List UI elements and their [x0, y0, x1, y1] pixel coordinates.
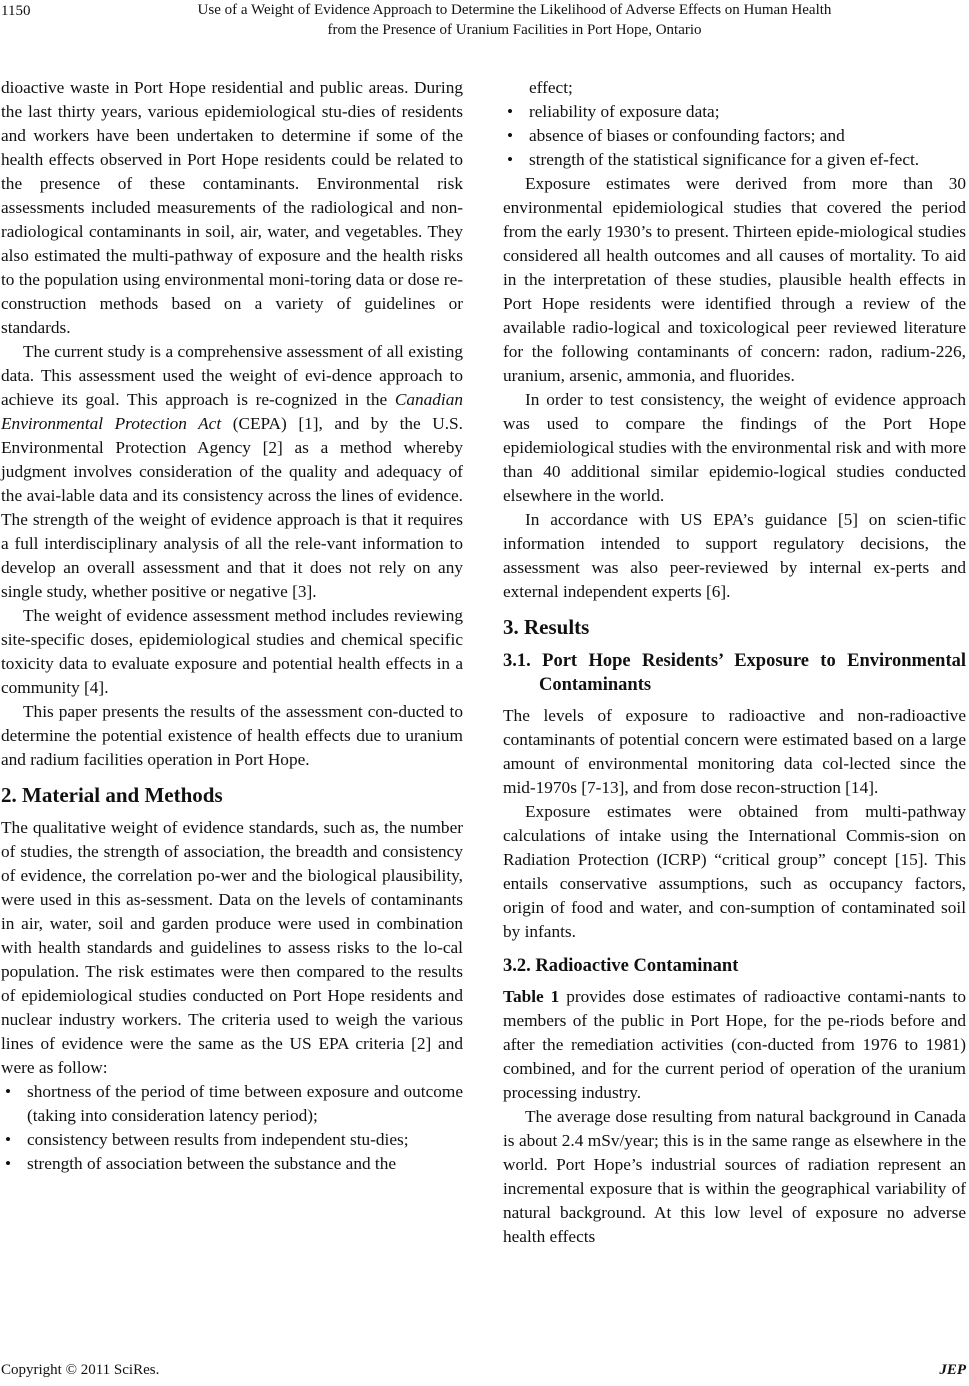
bullet-icon: • — [5, 1082, 12, 1101]
bullet-icon: • — [507, 126, 514, 145]
list-item — [503, 148, 966, 172]
text-run: provides dose estimates of radioactive contami-nants to members of the public in Port Hope, for the pe-riods before and after the remediation activities (con-ducted from 1976 to 1981) combined, and for the current period of operation of the uranium processing industry. — [503, 987, 966, 1102]
act-title: Canadian Environmental Protection Act — [1, 390, 463, 433]
criteria-list — [1, 1080, 463, 1176]
left-column — [1, 76, 463, 1176]
running-title-line-1: Use of a Weight of Evidence Approach to Determine the Likelihood of Adverse Effects on Human Health — [197, 2, 832, 18]
paragraph — [1, 340, 463, 604]
page-header — [0, 0, 969, 46]
subsection-heading: 3.1. Port Hope Residents’ Exposure to Environmental Contaminants — [503, 651, 966, 695]
paragraph: The weight of evidence assessment method includes reviewing site-specific doses, epidemiological studies and chemical specific toxicity data to evaluate exposure and potential health effects in a community [4]. — [1, 606, 463, 697]
list-item-text: reliability of exposure data; — [529, 102, 720, 121]
bullet-icon: • — [507, 150, 514, 169]
running-title-line-2: from the Presence of Uranium Facilities in Port Hope, Ontario — [327, 22, 702, 38]
section-heading: 2. Material and Methods — [1, 783, 223, 807]
list-item-text: absence of biases or confounding factors; and — [529, 126, 845, 145]
paragraph: In accordance with US EPA’s guidance [5] on scien-tific information intended to support regulatory decisions, the assessment was also peer-reviewed by internal ex-perts and external independent experts [6]. — [503, 510, 966, 601]
paragraph: dioactive waste in Port Hope residential and public areas. During the last thirty years, various epidemiological stu-dies of residents and workers have been undertaken to determine if some of the health effects observed in Port Hope residents could be related to the presence of these contaminants. Environmental risk assessments included measurements of the radiological and non-radiological contaminants in soil, air, water, and vegetables. They also estimated the multi-pathway of exposure and the health risks to the population using environmental moni-toring data or dose re-construction methods based on a variety of guidelines or standards. — [1, 78, 463, 337]
list-item — [1, 1080, 463, 1128]
list-item — [1, 1152, 463, 1176]
text-run: The current study is a comprehensive assessment of all existing data. This assessment used the weight of evi-dence approach to achieve its goal. This approach is re-cognized in the — [1, 342, 463, 409]
bullet-icon: • — [507, 102, 514, 121]
list-item — [503, 124, 966, 148]
paragraph — [503, 985, 966, 1105]
list-item-text: strength of association between the substance and the — [27, 1154, 397, 1173]
subsection-heading: 3.2. Radioactive Contaminant — [503, 956, 739, 976]
paragraph: The qualitative weight of evidence standards, such as, the number of studies, the strength of association, the breadth and consistency of evidence, the correlation po-wer and the biological plausibility, were used in this as-sessment. Data on the levels of contaminants in air, water, soil and garden produce were used in combination with health standards and guidelines to assess risks to the lo-cal population. The risk estimates were then compared to the results of epidemiological studies conducted on Port Hope residents and nuclear industry workers. The criteria used to weigh the various lines of evidence were the same as the US EPA criteria [2] and were as follow: — [1, 818, 463, 1077]
criteria-list-continued — [503, 100, 966, 172]
list-item-continuation: effect; — [529, 78, 573, 97]
text-run: (CEPA) [1], and by the U.S. Environmental Protection Agency [2] as a method whereby judgment involves consideration of the quality and adequacy of the avai-lable data and its consistency across the lines of evidence. The strength of the weight of evidence approach is that it requires a full interdisciplinary analysis of all the rele-vant information to develop an overall assessment and that it does not rely on any single study, whether positive or negative [3]. — [1, 414, 463, 601]
paragraph: In order to test consistency, the weight of evidence approach was used to compare the findings of the Port Hope epidemiological studies with the environmental risk and with more than 40 additional similar epidemio-logical studies conducted elsewhere in the world. — [503, 390, 966, 505]
table-reference: Table 1 — [503, 987, 560, 1006]
list-item-text: consistency between results from independent stu-dies; — [27, 1130, 409, 1149]
paragraph: Exposure estimates were derived from more than 30 environmental epidemiological studies that covered the period from the early 1930’s to present. Thirteen epide-miological studies considered all health outcomes and all causes of mortality. To aid in the interpretation of these studies, plausible health effects in Port Hope residents were identified through a review of the available radio-logical and toxicological peer reviewed literature for the following contaminants of concern: radon, radium-226, uranium, arsenic, ammonia, and fluorides. — [503, 174, 966, 385]
section-heading: 3. Results — [503, 615, 590, 639]
running-title — [60, 0, 969, 40]
paragraph: This paper presents the results of the assessment con-ducted to determine the potential existence of health effects due to uranium and radium facilities operation in Port Hope. — [1, 702, 463, 769]
bullet-icon: • — [5, 1154, 12, 1173]
list-item-text: shortness of the period of time between exposure and outcome (taking into consideration latency period); — [27, 1082, 463, 1125]
paragraph: Exposure estimates were obtained from multi-pathway calculations of intake using the International Commis-sion on Radiation Protection (ICRP) “critical group” concept [15]. This entails conservative assumptions, such as occupancy factors, origin of food and water, and con-sumption of contaminated soil by infants. — [503, 802, 966, 941]
copyright: Copyright © 2011 SciRes. — [1, 1362, 160, 1378]
right-column — [503, 76, 966, 1249]
paragraph: The levels of exposure to radioactive and non-radioactive contaminants of potential concern were estimated based on a large amount of environmental monitoring data col-lected since the mid-1970s [7-13], and from dose recon-struction [14]. — [503, 706, 966, 797]
page-number: 1150 — [1, 3, 31, 19]
list-item — [1, 1128, 463, 1152]
list-item-text: strength of the statistical significance for a given ef-fect. — [529, 150, 920, 169]
paragraph: The average dose resulting from natural background in Canada is about 2.4 mSv/year; this is in the same range as elsewhere in the world. Port Hope’s industrial sources of radiation represent an incremental exposure that is within the geographical variability of natural background. At this low level of exposure no adverse health effects — [503, 1107, 966, 1246]
journal-abbrev: JEP — [939, 1362, 966, 1378]
list-item — [503, 100, 966, 124]
bullet-icon: • — [5, 1130, 12, 1149]
